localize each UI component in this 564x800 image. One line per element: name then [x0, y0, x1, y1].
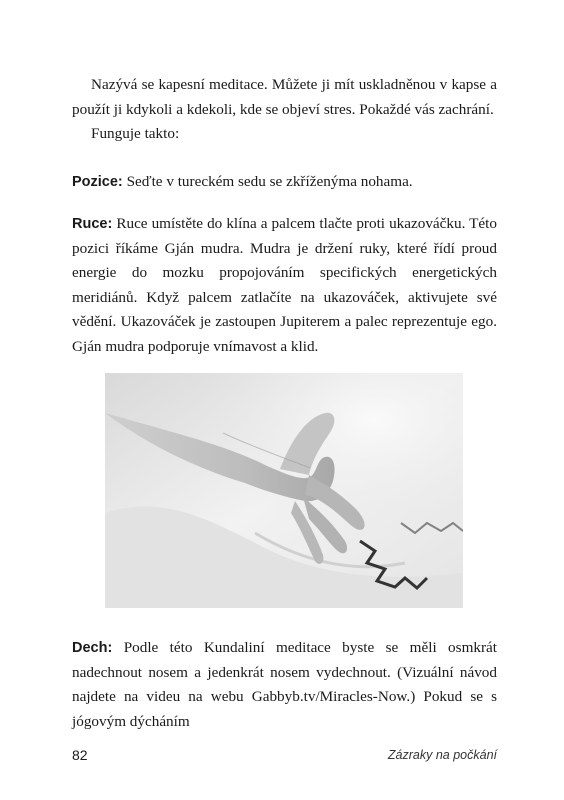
intro-paragraph-1: Nazývá se kapesní meditace. Můžete ji mít uskladněnou v kapse a použít ji kdykoli a kdekoli, kde se objeví stres. Pokaždé vás zachrání.	[72, 76, 497, 118]
dech-label: Dech:	[72, 640, 113, 656]
ruce-label: Ruce:	[72, 216, 113, 232]
mudra-hand-photo	[105, 373, 463, 608]
ruce-paragraph	[72, 212, 497, 359]
pozice-text: Seďte v tureckém sedu se zkříženýma nohama.	[122, 173, 413, 190]
ruce-text: Ruce umístěte do klína a palcem tlačte proti ukazováčku. Této pozici říkáme Gján mudra. Mudra je držení ruky, které řídí proud energie do mozku propojováním specifických energetických meridiánů. Když palcem zatlačíte na ukazováček, aktivujete své vědění. Ukazováček je zastoupen Jupiterem a palec reprezentuje ego. Gján mudra podporuje vnímavost a klid.	[72, 215, 497, 355]
pozice-paragraph	[72, 170, 497, 195]
intro-paragraph-2: Funguje takto:	[91, 125, 180, 142]
running-footer-title: Zázraky na počkání	[387, 748, 497, 762]
page-number: 82	[72, 747, 88, 763]
pozice-label: Pozice:	[72, 174, 123, 190]
hand-illustration	[105, 373, 463, 608]
dech-text: Podle této Kundaliní meditace byste se měli osmkrát nadechnout nosem a jedenkrát nosem vydechnout. (Vizuální návod najdete na videu na webu Gabbyb.tv/Miracles-Now.) Pokud se s jógovým dýcháním	[72, 639, 497, 730]
dech-paragraph	[72, 636, 497, 734]
